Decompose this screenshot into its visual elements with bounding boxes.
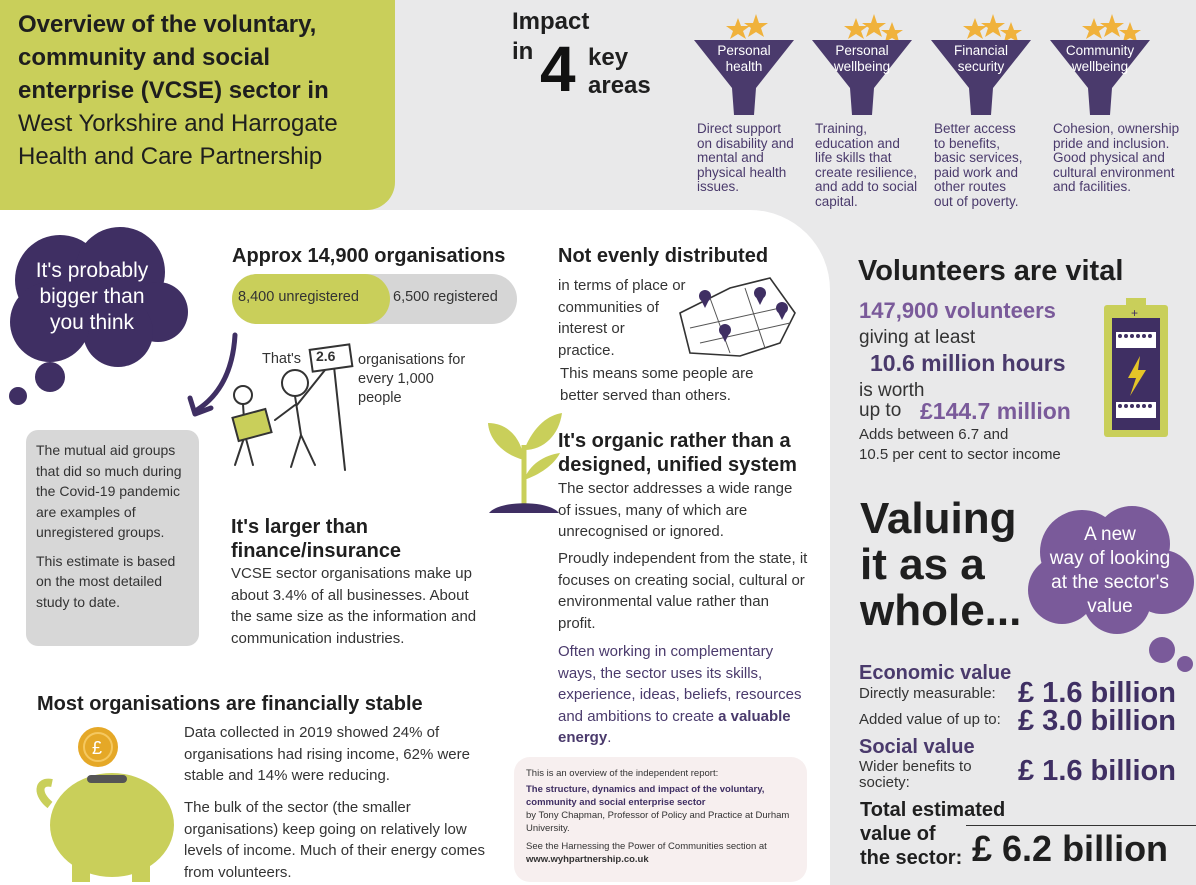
desc-line: life skills that: [815, 150, 892, 165]
per-people: [358, 351, 465, 408]
adds-line: 10.5 per cent to sector income: [859, 446, 1061, 463]
svg-text:£: £: [92, 738, 103, 758]
impact-number: 4: [540, 33, 576, 105]
whole-heading: [860, 496, 1021, 634]
cloud-line: A new: [1084, 524, 1136, 545]
title-box: [0, 0, 395, 210]
cloud-line: value: [1087, 596, 1133, 617]
desc-line: Cohesion, ownership: [1053, 121, 1180, 136]
desc-line: on disability and: [697, 135, 794, 151]
organic-body: Proudly independent from the state, it focuses on creating social, cultural or environmental value rather than profit.: [558, 550, 808, 632]
funnel-line: Personal: [835, 43, 889, 58]
organic-body-energy: [558, 641, 808, 749]
desc-line: other routes: [934, 179, 1007, 194]
note-text: The mutual aid groups that did so much during the Covid-19 pandemic are examples of unregistered groups.: [36, 442, 182, 540]
report-see: See the Harnessing the Power of Communities section at: [526, 841, 767, 852]
desc-line: and add to social: [815, 179, 918, 194]
desc-line: Good physical and: [1053, 150, 1165, 165]
stable-heading: Most organisations are financially stable: [37, 693, 423, 715]
desc-line: paid work and: [934, 164, 1019, 180]
report-title: The structure, dynamics and impact of the voluntary, community and social enterprise sector: [526, 784, 765, 808]
body-line: in terms of place or: [558, 277, 686, 294]
desc-line: to benefits,: [934, 135, 1001, 151]
volunteer-count: 147,900 volunteers: [859, 298, 1056, 323]
energy-bold: a valuable energy: [558, 707, 791, 746]
stable-body: Data collected in 2019 showed 24% of organisations had rising income, 62% were stable and 14% were reducing.: [184, 724, 470, 784]
registered-label: 6,500 registered: [393, 289, 498, 305]
cloud-text: [12, 258, 172, 336]
impact-description: [815, 122, 917, 209]
funnel-line: security: [957, 59, 1005, 74]
piggy-bank-icon: [32, 725, 182, 885]
total-line: value of: [860, 823, 936, 845]
whole-line: it as a: [860, 540, 985, 589]
wider-line: society:: [859, 774, 910, 791]
energy-text: Often working in complementary ways, the sector uses its skills, experience, ideas, beliefs, resources and ambitions to create: [558, 643, 802, 725]
desc-line: basic services,: [934, 150, 1023, 165]
funnel-3: [931, 10, 1041, 90]
funnel-line: wellbeing: [1071, 59, 1129, 74]
cloud-line: way of looking: [1049, 548, 1171, 569]
impact-word: areas: [588, 72, 651, 99]
funnel-label: [931, 43, 1031, 75]
map-icon: [670, 268, 810, 368]
energy-end: .: [607, 729, 612, 746]
total-divider: [966, 825, 1196, 826]
per-line: organisations for: [358, 352, 466, 368]
sign-value: 2.6: [316, 348, 336, 364]
direct-label: Directly measurable:: [859, 685, 996, 702]
desc-line: out of poverty.: [934, 193, 1019, 209]
orgs-heading: Approx 14,900 organisations: [232, 245, 506, 267]
organic-heading: [558, 429, 797, 477]
funnel-line: Personal: [717, 43, 771, 58]
economic-heading: Economic value: [859, 662, 1012, 684]
volunteers-heading: Volunteers are vital: [858, 255, 1124, 287]
report-author: by Tony Chapman, Professor of Policy and Practice at Durham University.: [526, 810, 790, 834]
distributed-body2: This means some people are better served than others.: [560, 365, 754, 404]
heading-line: It's organic rather than a: [558, 430, 791, 452]
thats-label: That's: [262, 351, 302, 367]
title-line: Health and Care Partnership: [18, 143, 323, 170]
funnel-4: [1050, 10, 1160, 90]
total-line: Total estimated: [860, 799, 1006, 821]
funnel-label: [694, 43, 794, 75]
funnel-1: [694, 10, 804, 90]
added-label: Added value of up to:: [859, 711, 1001, 728]
desc-line: cultural environment: [1053, 164, 1175, 180]
organic-body: The sector addresses a wide range of issues, many of which are unrecognised or ignored.: [558, 480, 793, 540]
cloud-line: you think: [49, 311, 135, 334]
funnel-line: health: [725, 59, 763, 74]
svg-text:+: +: [1131, 306, 1139, 320]
per-line: people: [358, 390, 402, 406]
body-line: interest or: [558, 320, 625, 337]
plant-icon: [484, 405, 564, 515]
desc-line: pride and inclusion.: [1053, 135, 1170, 151]
funnel-2: [812, 10, 922, 90]
title-line: enterprise (VCSE) sector in: [18, 77, 329, 104]
heading-line: designed, unified system: [558, 454, 797, 476]
cloud-text: [1030, 523, 1190, 619]
per-line: every 1,000: [358, 371, 434, 387]
cloud-line: bigger than: [39, 285, 145, 308]
desc-line: physical health: [697, 164, 787, 180]
impact-word: in: [512, 38, 534, 65]
adds-text: [859, 425, 1061, 465]
added-value: £ 3.0 billion: [1018, 705, 1176, 737]
wider-line: Wider benefits to: [859, 758, 972, 775]
total-line: the sector:: [860, 847, 963, 869]
funnel-label: [812, 43, 912, 75]
title-line: community and social: [18, 44, 271, 71]
unregistered-label: 8,400 unregistered: [238, 289, 359, 305]
mutual-aid-note: [26, 430, 199, 646]
direct-value: £ 1.6 billion: [1018, 677, 1176, 709]
funnel-line: Community: [1065, 43, 1135, 58]
hours-value: 10.6 million hours: [870, 350, 1066, 376]
report-box: [514, 757, 807, 882]
impact-description: [1053, 122, 1179, 195]
body-line: communities of: [558, 298, 659, 316]
stable-body: The bulk of the sector (the smaller organisations) keep going on relatively low levels of income. Much of their energy comes from volunteers.: [184, 799, 485, 881]
distributed-heading: Not evenly distributed: [558, 245, 769, 267]
social-heading: Social value: [859, 736, 975, 758]
larger-heading: [231, 515, 401, 563]
desc-line: Training,: [815, 121, 868, 136]
impact-description: [697, 122, 794, 195]
impact-word: Impact: [512, 8, 590, 35]
cloud-line: at the sector's: [1051, 572, 1169, 593]
cloud-line: It's probably: [35, 259, 149, 282]
worth-label: is worth: [859, 380, 925, 401]
volunteer-value: £144.7 million: [920, 398, 1071, 424]
worth-label: up to: [859, 400, 902, 421]
whole-line: Valuing: [860, 494, 1017, 543]
impact-word: key: [588, 44, 629, 71]
body-line: practice.: [558, 341, 615, 359]
note-text: This estimate is based on the most detailed study to date.: [36, 552, 176, 610]
funnel-line: wellbeing: [833, 59, 891, 74]
desc-line: issues.: [697, 179, 740, 194]
impact-description: [934, 122, 1023, 209]
wider-label: [859, 759, 972, 791]
battery-icon: [1100, 298, 1172, 440]
heading-line: finance/insurance: [231, 540, 402, 562]
desc-line: create resilience,: [815, 164, 918, 180]
funnel-label: [1050, 43, 1150, 75]
heading-line: It's larger than: [231, 516, 369, 538]
desc-line: education and: [815, 135, 900, 151]
desc-line: Better access: [934, 121, 1016, 136]
report-intro: This is an overview of the independent report:: [526, 768, 719, 779]
desc-line: Direct support: [697, 121, 782, 136]
giving-label: giving at least: [859, 327, 976, 348]
whole-line: whole...: [860, 586, 1022, 635]
funnel-line: Financial: [953, 43, 1009, 58]
title-line: Overview of the voluntary,: [18, 11, 317, 38]
distributed-body: [558, 275, 686, 361]
adds-line: Adds between 6.7 and: [859, 426, 1009, 443]
total-value: £ 6.2 billion: [972, 828, 1169, 869]
report-url[interactable]: www.wyhpartnership.co.uk: [526, 854, 649, 865]
larger-body: VCSE sector organisations make up about 3.4% of all businesses. About the same size as the information and communication industries.: [231, 565, 477, 647]
social-value: £ 1.6 billion: [1018, 755, 1176, 787]
desc-line: mental and: [697, 150, 764, 165]
desc-line: and facilities.: [1053, 179, 1132, 194]
desc-line: capital.: [815, 193, 858, 209]
title-line: West Yorkshire and Harrogate: [18, 110, 338, 137]
